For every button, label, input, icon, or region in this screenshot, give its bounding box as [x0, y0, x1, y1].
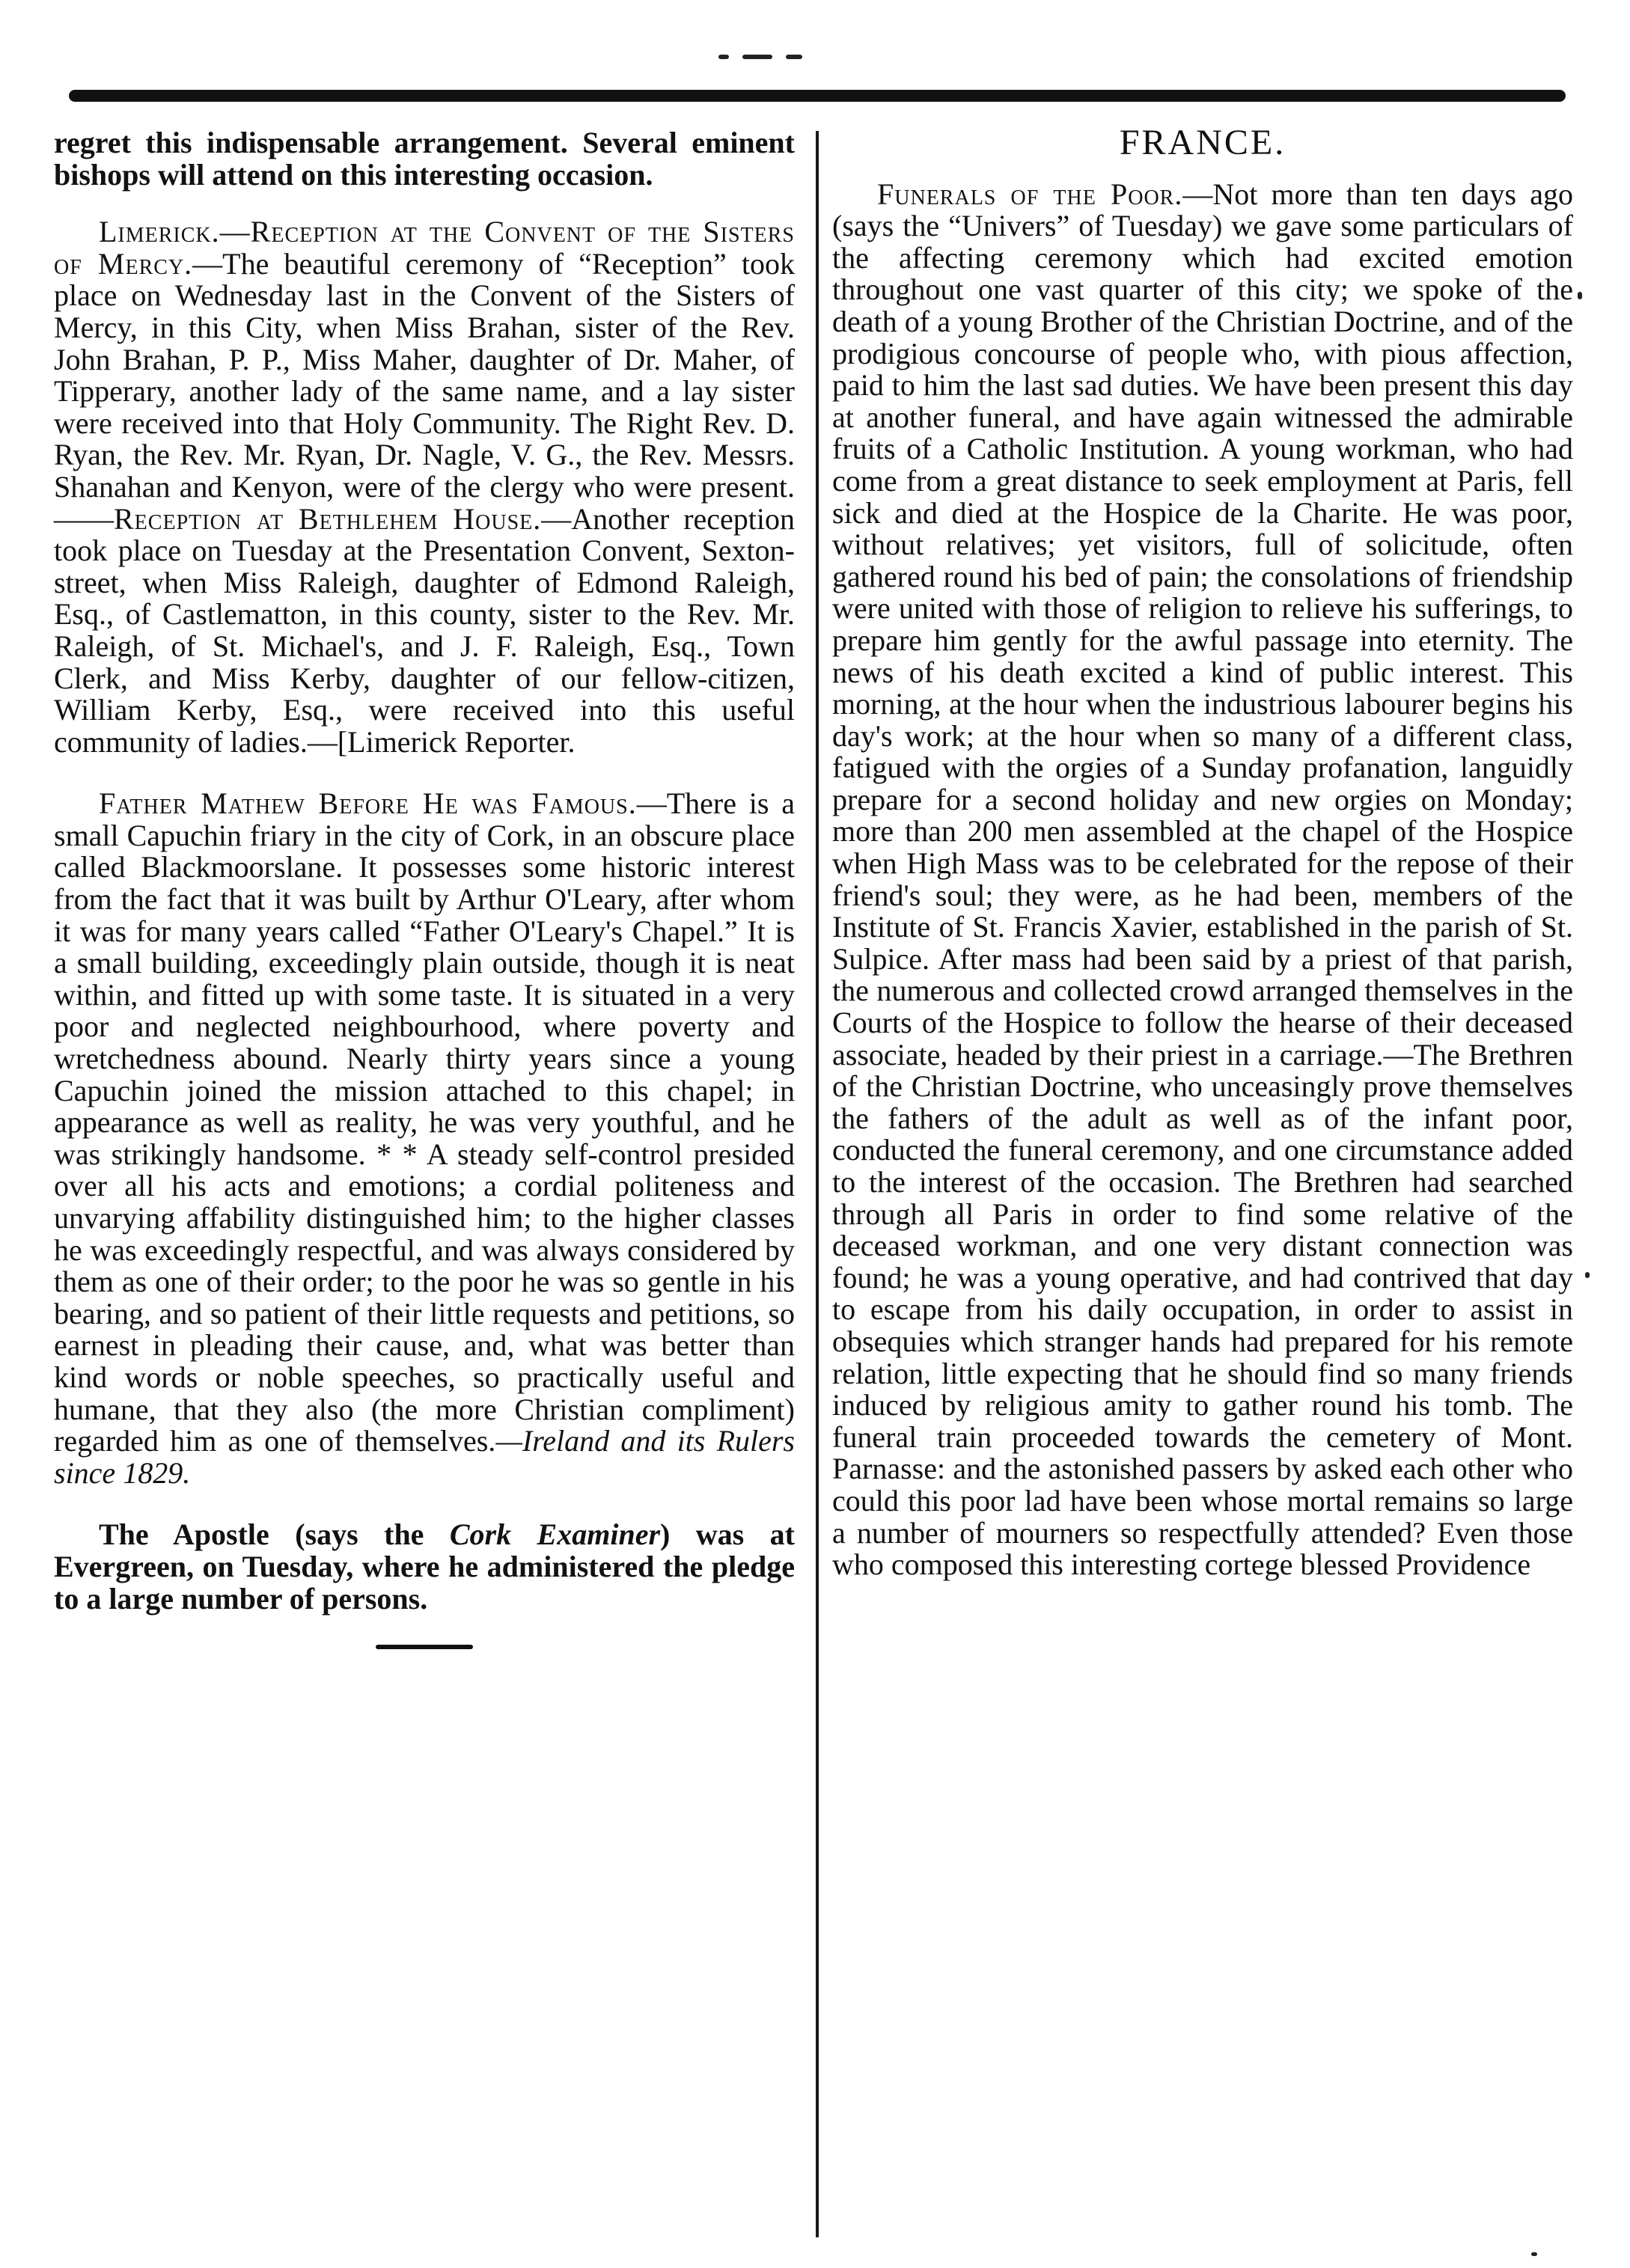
apostle-text-before: The Apostle (says the — [99, 1517, 450, 1552]
left-column — [54, 127, 795, 1649]
header-rule — [69, 90, 1566, 102]
right-column — [832, 123, 1573, 1611]
top-ornament — [718, 49, 853, 58]
france-heading: FRANCE. — [1119, 123, 1286, 162]
father-mathew-article — [54, 788, 795, 1489]
bethlehem-body: —Another reception took place on Tuesday at the Presentation Convent, Sexton-street, when Miss Raleigh, daughter of Edmond Raleigh, Esq., of Castlematton, in this county, sister to the Rev. Mr. Raleigh, of St. Michael's, and J. F. Raleigh, Esq., Town Clerk, and Miss Kerby, daughter of our fellow-citizen, William Kerby, Esq., were received into this useful community of ladies.—[Limerick Reporter. — [54, 501, 795, 759]
funerals-headline: Funerals of the Poor. — [877, 177, 1183, 211]
print-speck — [1578, 292, 1582, 299]
bethlehem-headline: Reception at Bethlehem House. — [114, 501, 542, 536]
father-mathew-headline: Father Mathew Before He was Famous. — [99, 786, 637, 821]
limerick-body: —The beautiful ceremony of “Reception” took place on Wednesday last in the Convent of the Sisters of Mercy, in this City, when Miss Brahan, sister of the Rev. John Brahan, P. P., Miss Maher, daughter of Dr. Maher, of Tipperary, another lady of the same name, and a lay sister were received into that Holy Community. The Right Rev. D. Ryan, the Rev. Mr. Ryan, Dr. Nagle, V. G., the Rev. Messrs. Shanahan and Kenyon, were of the clergy who were present.—— — [54, 246, 795, 536]
apostle-source: Cork Examiner — [449, 1517, 661, 1552]
funerals-body: —Not more than ten days ago (says the “Univers” of Tuesday) we gave some particulars of the affecting ceremony which had excited emotion throughout one vast quarter of this city; we spoke of the death of a young Brother of the Christian Doctrine, and of the prodigious concourse of people who, with pious affection, paid to him the last sad duties. We have been present this day at another funeral, and have again witnessed the admirable fruits of a Catholic Institution. A young workman, who had come from a great distance to seek employment at Paris, fell sick and died at the Hospice de la Charite. He was poor, without relatives; yet visitors, full of solicitude, often gathered round his bed of pain; the consolations of friendship were united with those of religion to relieve his sufferings, to prepare him gently for the awful passage into eternity. The news of his death excited a kind of public interest. This morning, at the hour when the industrious labourer begins his day's work; at the hour when so many of a different class, fatigued with the orgies of a Sunday profanation, languidly prepare for a second holiday and new orgies on Monday; more than 200 men assembled at the chapel of the Hospice when High Mass was to be celebrated for the repose of their friend's soul; they were, as he had been, members of the Institute of St. Francis Xavier, established in the parish of St. Sulpice. After mass had been said by a priest of that parish, the numerous and collected crowd arranged themselves in the Courts of the Hospice to follow the hearse of their deceased associate, headed by their priest in a carriage.—The Brethren of the Christian Doctrine, who unceasingly prove themselves the fathers of the adult as well as of the infant poor, conducted the funeral ceremony, and one circumstance added to the interest of the occasion. The Brethren had searched through all Paris in order to find some relative of the deceased workman, and one very distant connection was found; he was a young operative, and had contrived that day to escape from his daily occupation, in order to assist in obsequies which stranger hands had prepared for his remote relation, little expecting that he should find so many friends induced by religious amity to gather round his tomb. The funeral train proceeded towards the cemetery of Mont. Parnasse: and the astonished passers by asked each other who could this poor lad have been whose mortal remains so large a number of mourners so respectfully attended? Even those who composed this interesting cortege blessed Providence — [832, 177, 1573, 1582]
apostle-article — [54, 1519, 795, 1615]
father-mathew-body: —There is a small Capuchin friary in the city of Cork, in an obscure place called Blackmoorslane. It possesses some historic interest from the fact that it was built by Arthur O'Leary, after whom it was for many years called “Father O'Leary's Chapel.” It is a small building, exceedingly plain outside, though it is neat within, and fitted up with some taste. It is situated in a very poor and neglected neighbourhood, where poverty and wretchedness abound. Nearly thirty years since a young Capuchin joined the mission attached to this chapel; in appearance as well as reality, he was very youthful, and he was strikingly handsome. * * A steady self-control presided over all his acts and emotions; a cordial politeness and unvarying affability distinguished him; to the higher classes he was exceedingly respectful, and was always considered by them as one of their order; to the poor he was so gentle in his bearing, and so patient of their little requests and petitions, so earnest in pleading their cause, and, what was better than kind words or noble speeches, so practically useful and humane, that they also (the more Christian compliment) regarded him as one of themselves. — [54, 786, 795, 1458]
limerick-article — [54, 216, 795, 758]
print-speck — [1531, 2252, 1537, 2256]
end-rule — [376, 1645, 473, 1649]
father-mathew-source: —Ireland and its Rulers since 1829. — [54, 1424, 796, 1490]
column-divider — [816, 131, 819, 2237]
print-speck — [1585, 1272, 1590, 1278]
limerick-headline: Limerick.—Reception at the Convent of the Sisters of Mercy. — [54, 215, 795, 281]
intro-paragraph: regret this indispensable arrangement. Several eminent bishops will attend on this interesting occasion. — [54, 126, 795, 192]
funerals-article — [832, 179, 1573, 1581]
apostle-text-after: ) was at Evergreen, on Tuesday, where he administered the pledge to a large number of persons. — [54, 1517, 795, 1616]
